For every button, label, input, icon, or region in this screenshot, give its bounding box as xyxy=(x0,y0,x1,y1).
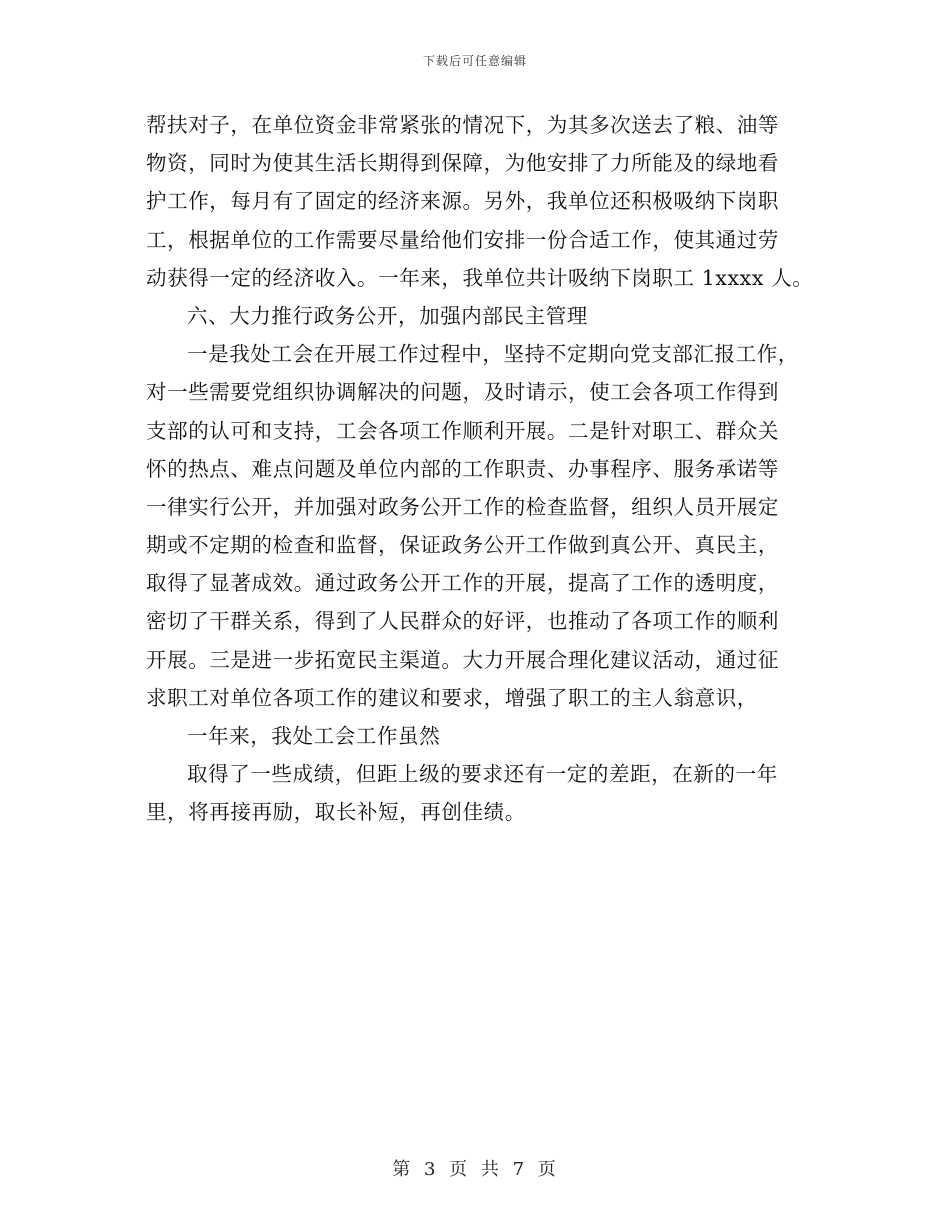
text-line: 动获得一定的经济收入。一年来，我单位共计吸纳下岗职工 1xxxx 人。 xyxy=(146,265,814,290)
text-line: 物资，同时为使其生活长期得到保障，为他安排了力所能及的绿地看 xyxy=(146,151,779,176)
text-line: 里，将再接再励，取长补短，再创佳绩。 xyxy=(146,800,526,825)
text-line: 取得了显著成效。通过政务公开工作的开展，提高了工作的透明度， xyxy=(146,571,779,596)
document-body xyxy=(146,106,814,832)
text-line: 一律实行公开，并加强对政务公开工作的检查监督，组织人员开展定 xyxy=(146,494,779,519)
text-line: 取得了一些成绩，但距上级的要求还有一定的差距，在新的一年 xyxy=(187,762,778,787)
section-heading: 六、大力推行政务公开，加强内部民主管理 xyxy=(187,303,588,328)
text-line: 开展。三是进一步拓宽民主渠道。大力开展合理化建议活动，通过征 xyxy=(146,647,779,672)
text-line: 期或不定期的检查和监督，保证政务公开工作做到真公开、真民主， xyxy=(146,533,779,558)
text-line: 一是我处工会在开展工作过程中，坚持不定期向党支部汇报工作， xyxy=(187,342,799,367)
text-line: 护工作，每月有了固定的经济来源。另外，我单位还积极吸纳下岗职 xyxy=(146,189,779,214)
text-line: 密切了干群关系，得到了人民群众的好评，也推动了各项工作的顺利 xyxy=(146,609,779,634)
text-line: 求职工对单位各项工作的建议和要求，增强了职工的主人翁意识， xyxy=(146,685,758,710)
page-header: 下载后可任意编辑 xyxy=(422,54,527,68)
text-line: 一年来，我处工会工作虽然 xyxy=(187,724,441,748)
text-line: 支部的认可和支持，工会各项工作顺利开展。二是针对职工、群众关 xyxy=(146,418,779,443)
page-number-footer: 第 3 页 共 7 页 xyxy=(392,1159,558,1180)
text-line: 对一些需要党组织协调解决的问题，及时请示，使工会各项工作得到 xyxy=(146,380,779,405)
text-line: 帮扶对子，在单位资金非常紧张的情况下，为其多次送去了粮、油等 xyxy=(146,113,779,137)
text-line: 怀的热点、难点问题及单位内部的工作职责、办事程序、服务承诺等 xyxy=(146,456,779,481)
text-line: 工，根据单位的工作需要尽量给他们安排一份合适工作，使其通过劳 xyxy=(146,227,779,252)
